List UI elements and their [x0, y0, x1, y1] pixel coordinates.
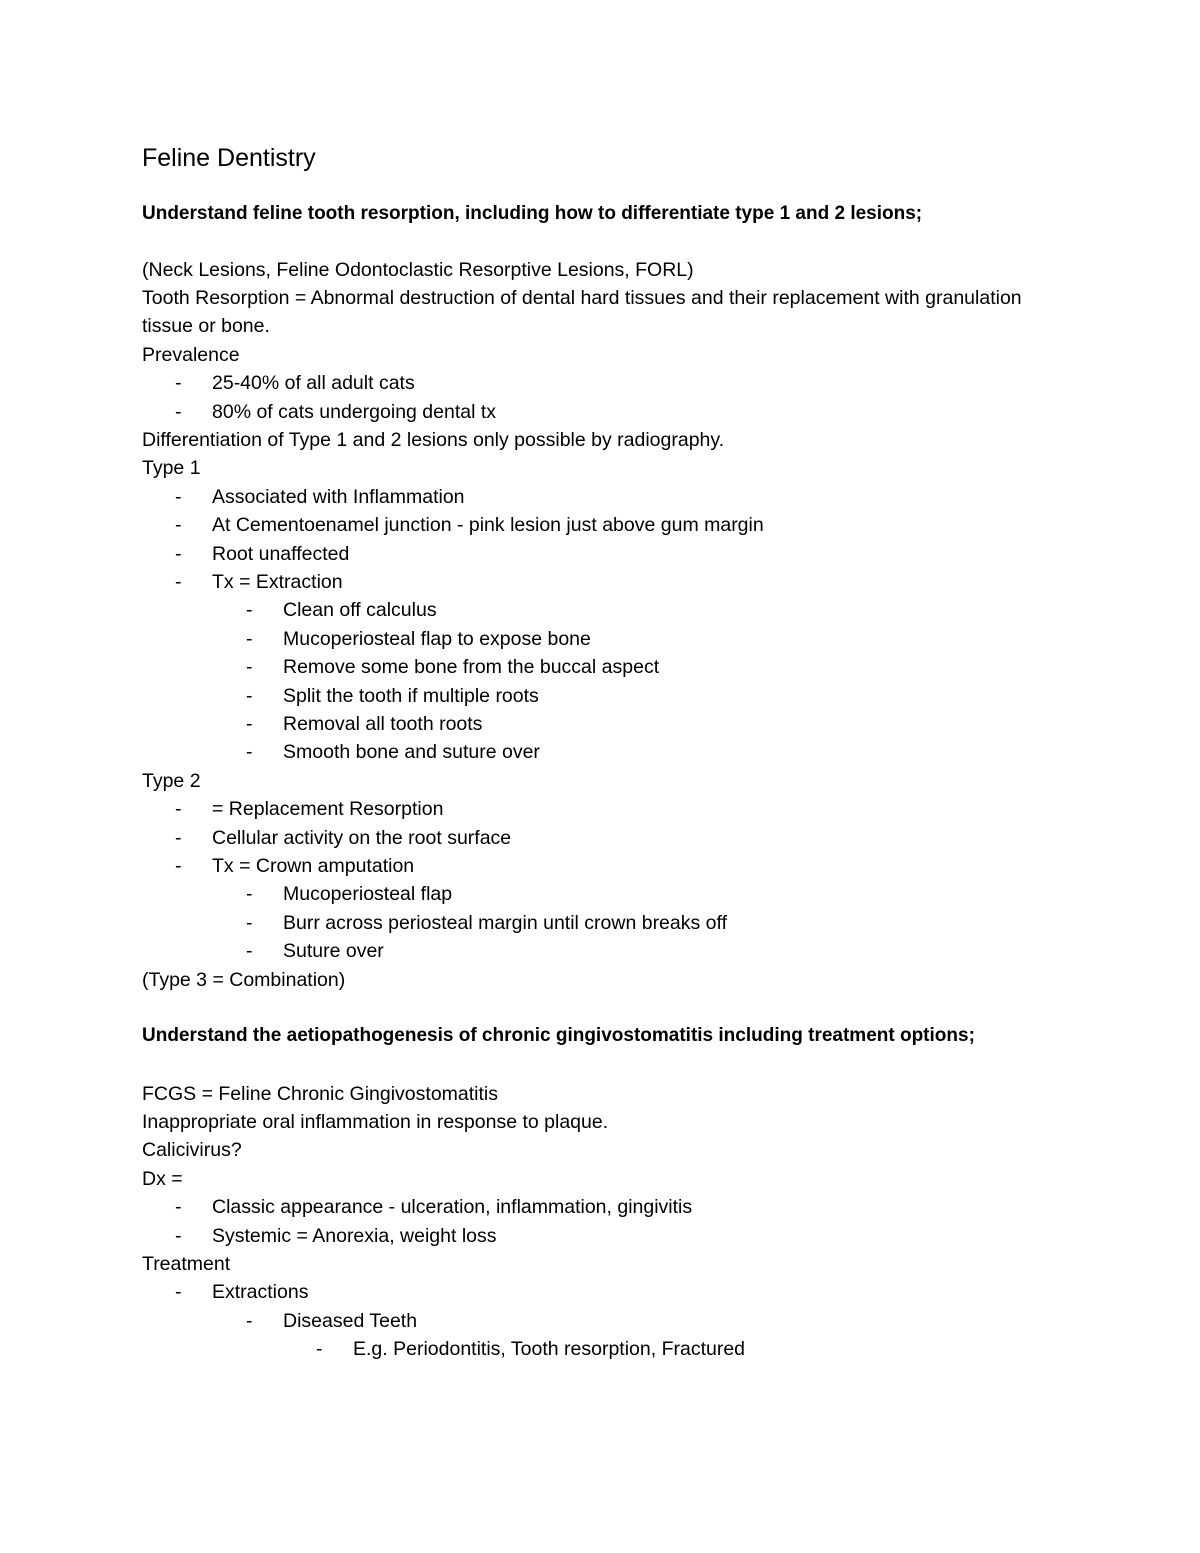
bullet-dash: -	[175, 485, 182, 508]
list-item-text: Mucoperiosteal flap	[283, 883, 453, 906]
list-item	[142, 1307, 1042, 1335]
prevalence-label: Prevalence	[142, 343, 240, 366]
section1-heading: Understand feline tooth resorption, including how to differentiate type 1 and 2 lesions;	[142, 203, 923, 224]
bullet-dash: -	[246, 940, 253, 963]
list-item-text: Suture over	[283, 940, 384, 963]
bullet-dash: -	[246, 713, 253, 735]
list-item	[142, 625, 1042, 653]
list-item-text: Smooth bone and suture over	[283, 741, 540, 764]
bullet-dash: -	[175, 855, 182, 878]
list-item	[142, 682, 1042, 710]
list-item	[142, 852, 1042, 880]
fcgs-line: FCGS = Feline Chronic Gingivostomatitis	[142, 1082, 498, 1105]
list-item-text: Clean off calculus	[283, 599, 437, 622]
type3-line: (Type 3 = Combination)	[142, 968, 346, 991]
bullet-dash: -	[175, 400, 182, 423]
list-item	[142, 909, 1042, 937]
list-item	[142, 880, 1042, 908]
spacer	[142, 176, 1042, 200]
differentiation-line: Differentiation of Type 1 and 2 lesions only possible by radiography.	[142, 428, 725, 451]
spacer	[142, 994, 1042, 1022]
bullet-dash: -	[175, 826, 182, 849]
list-item-text: Classic appearance - ulceration, inflammation, gingivitis	[212, 1196, 693, 1219]
document-page	[142, 140, 1042, 1364]
bullet-dash: -	[246, 599, 253, 622]
bullet-dash: -	[246, 656, 253, 679]
list-item	[142, 738, 1042, 766]
bullet-dash: -	[246, 1309, 253, 1332]
calicivirus-line: Calicivirus?	[142, 1139, 242, 1162]
list-item	[142, 1222, 1042, 1250]
list-item-text: Removal all tooth roots	[283, 713, 483, 735]
list-item-text: Extractions	[212, 1281, 309, 1304]
bullet-dash: -	[246, 684, 253, 707]
list-item	[142, 937, 1042, 965]
bullet-dash: -	[175, 1196, 182, 1219]
list-item-text: Diseased Teeth	[283, 1309, 418, 1332]
list-item	[142, 369, 1042, 397]
dx-label: Dx =	[142, 1167, 183, 1190]
list-item-text: 25-40% of all adult cats	[212, 372, 415, 395]
list-item-text: Tx = Crown amputation	[212, 855, 415, 878]
bullet-dash: -	[175, 798, 182, 821]
list-item	[142, 511, 1042, 539]
list-item	[142, 795, 1042, 823]
type1-label: Type 1	[142, 457, 201, 480]
list-item	[142, 568, 1042, 596]
list-item	[142, 596, 1042, 624]
type2-label: Type 2	[142, 769, 201, 792]
bullet-dash: -	[175, 1281, 182, 1304]
list-item-text: Remove some bone from the buccal aspect	[283, 656, 660, 679]
bullet-dash: -	[246, 741, 253, 764]
list-item	[142, 540, 1042, 568]
definition-line: Tooth Resorption = Abnormal destruction of dental hard tissues and their replacement with granulation tissue or bone.	[142, 286, 1022, 338]
bullet-dash: -	[246, 883, 253, 906]
list-item-text: Tx = Extraction	[212, 570, 343, 593]
document-title: Feline Dentistry	[142, 144, 316, 172]
list-item-text: Associated with Inflammation	[212, 485, 465, 508]
list-item-text: Systemic = Anorexia, weight loss	[212, 1224, 497, 1247]
list-item-text: Split the tooth if multiple roots	[283, 684, 539, 707]
inflammation-line: Inappropriate oral inflammation in response to plaque.	[142, 1110, 609, 1133]
section2-heading: Understand the aetiopathogenesis of chronic gingivostomatitis including treatment options;	[142, 1025, 975, 1047]
list-item	[142, 483, 1042, 511]
list-item	[142, 710, 1042, 738]
list-item-text: Burr across periosteal margin until crown breaks off	[283, 911, 727, 934]
list-item	[142, 653, 1042, 681]
list-item	[142, 1278, 1042, 1306]
bullet-dash: -	[246, 911, 253, 934]
bullet-dash: -	[175, 372, 182, 395]
spacer	[142, 229, 1042, 256]
bullet-dash: -	[316, 1338, 323, 1361]
list-item	[142, 824, 1042, 852]
list-item	[142, 398, 1042, 426]
list-item-text: E.g. Periodontitis, Tooth resorption, Fractured	[353, 1338, 746, 1361]
treatment-label: Treatment	[142, 1253, 231, 1275]
bullet-dash: -	[175, 1224, 182, 1247]
list-item-text: Root unaffected	[212, 542, 350, 565]
bullet-dash: -	[175, 514, 182, 537]
spacer	[142, 1051, 1042, 1080]
list-item-text: 80% of cats undergoing dental tx	[212, 400, 497, 423]
bullet-dash: -	[175, 542, 182, 565]
bullet-dash: -	[175, 570, 182, 593]
list-item	[142, 1335, 1042, 1363]
list-item-text: = Replacement Resorption	[212, 798, 444, 821]
aka-line: (Neck Lesions, Feline Odontoclastic Resorptive Lesions, FORL)	[142, 258, 694, 281]
list-item-text: Cellular activity on the root surface	[212, 826, 512, 849]
list-item-text: At Cementoenamel junction - pink lesion just above gum margin	[212, 514, 764, 537]
list-item	[142, 1193, 1042, 1221]
list-item-text: Mucoperiosteal flap to expose bone	[283, 627, 591, 650]
bullet-dash: -	[246, 627, 253, 650]
